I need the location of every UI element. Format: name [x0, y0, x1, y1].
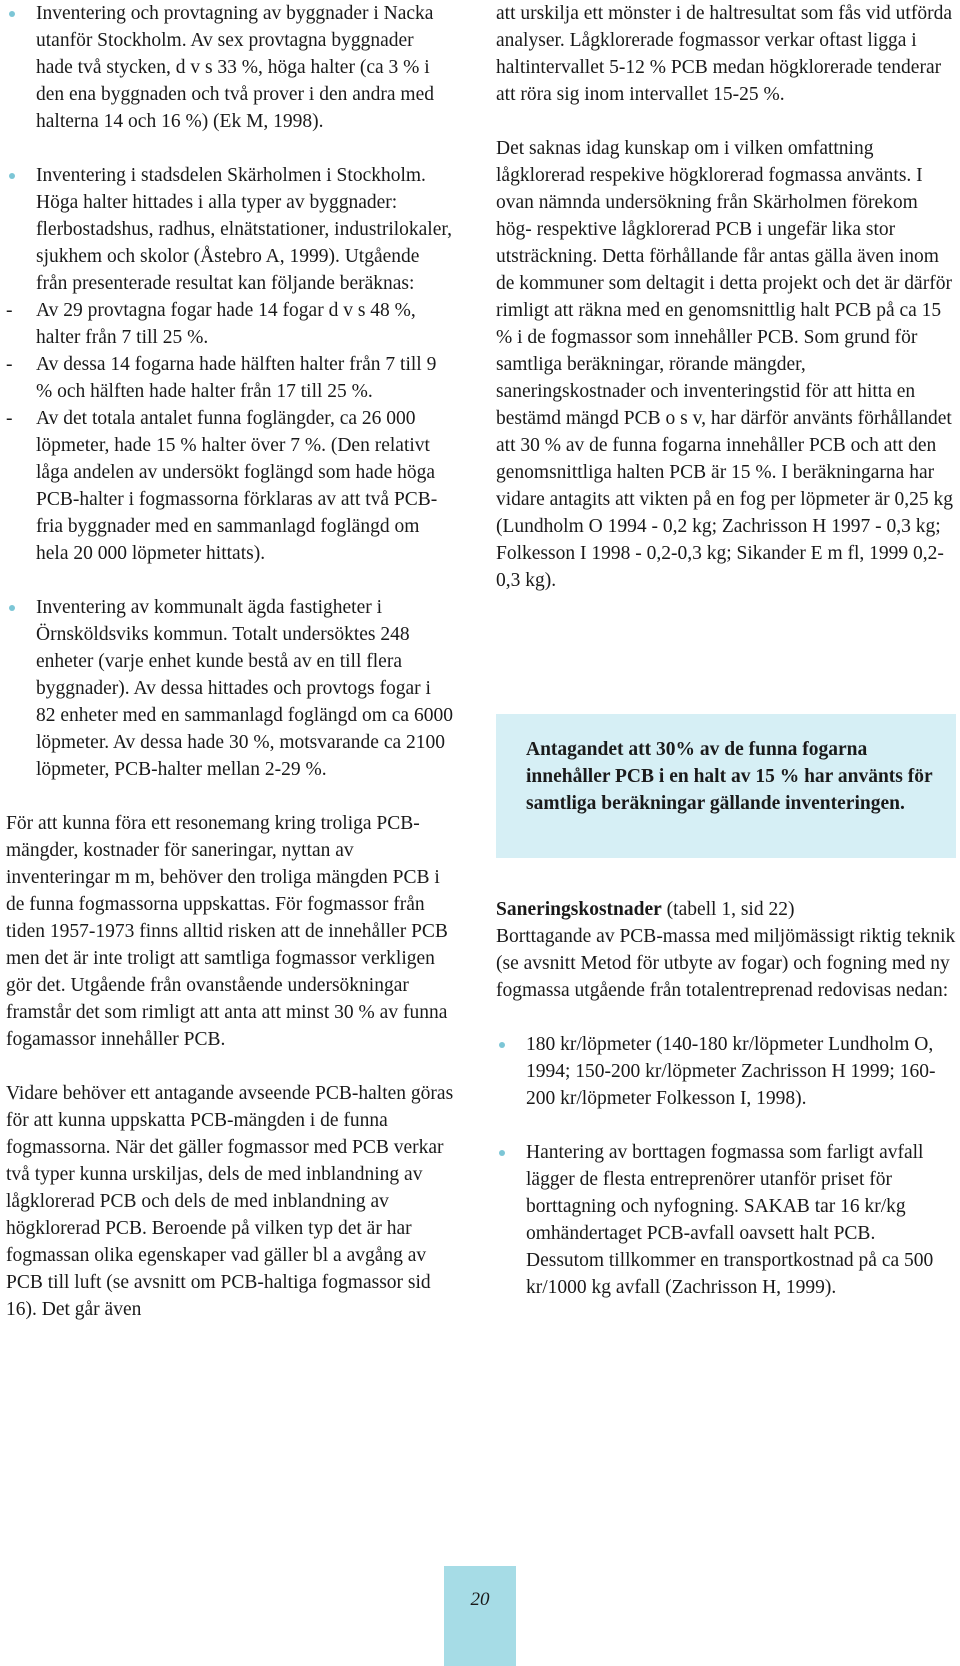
dash-item [6, 405, 454, 567]
page-number: 20 [470, 1589, 490, 1610]
bullet-text: Inventering i stadsdelen Skärholmen i Stockholm. Höga halter hittades i alla typer av byggnader: flerbostadshus, radhus, elnätstationer, industrilokaler, sjukhem och skolor (Åstebro A, 1999). Utgående från presenterade resultat kan följande beräknas: [36, 165, 452, 294]
page-number-tab [444, 1566, 516, 1666]
bullet-item-ornskoldsvik [6, 594, 454, 783]
bullet-item-skarholmen [6, 162, 454, 297]
section-ref: (tabell 1, sid 22) [661, 899, 795, 920]
dash-text: Av det totala antalet funna foglängder, ca 26 000 löpmeter, hade 15 % halter över 7 %. (Den relativt låga andelen av undersökt foglängd som hade höga PCB-halter i fogmassorna förklaras av att två PCB-fria byggnader med en sammanlagd foglängd om hela 20 000 löpmeter hittats). [36, 408, 438, 564]
bullet-dot-icon [9, 173, 15, 179]
right-column [496, 0, 958, 594]
dash-text: Av 29 provtagna fogar hade 14 fogar d v s 48 %, halter från 7 till 25 %. [36, 300, 416, 348]
cost-section [496, 896, 958, 1301]
section-intro [496, 896, 958, 923]
bullet-text: 180 kr/löpmeter (140-180 kr/löpmeter Lundholm O, 1994; 150-200 kr/löpmeter Zachrisson H 1999; 160-200 kr/löpmeter Folkesson I, 1998). [526, 1034, 936, 1109]
dash-marker: - [6, 354, 13, 375]
dash-marker: - [6, 300, 13, 321]
dash-text: Av dessa 14 fogarna hade hälften halter från 7 till 9 % och hälften hade halter från 17 till 25 %. [36, 354, 437, 402]
bullet-dot-icon [499, 1150, 505, 1156]
bullet-text: Inventering och provtagning av byggnader i Nacka utanför Stockholm. Av sex provtagna byggnader hade två stycken, d v s 33 %, höga halter (ca 3 % i den ena byggnaden och två prover i den andra med halterna 14 och 16 %) (Ek M, 1998). [36, 3, 434, 132]
body-paragraph: Borttagande av PCB-massa med miljömässigt riktig teknik (se avsnitt Metod för utbyte av fogar) och fogning med ny fogmassa utgående från totalentreprenad redovisas nedan: [496, 926, 956, 1001]
body-paragraph: För att kunna föra ett resonemang kring troliga PCB-mängder, kostnader för saneringar, nyttan av inventeringar m m, behöver den troliga mängden PCB i de funna fogmassorna uppskattas. För fogmassor från tiden 1957-1973 finns alltid risken att de innehåller PCB men det är inte troligt att samtliga fogmassor verkligen gör det. Utgående från ovanstående undersökningar framstår det som rimligt att anta att minst 30 % av funna fogamassor innehåller PCB. [6, 813, 448, 1050]
section-heading: Saneringskostnader [496, 899, 662, 920]
bullet-dot-icon [9, 11, 15, 17]
bullet-dot-icon [499, 1042, 505, 1048]
dash-item [6, 297, 454, 351]
bullet-text: Hantering av borttagen fogmassa som farligt avfall lägger de flesta entreprenörer utanför priset för borttagning och nyfogning. SAKAB tar 16 kr/kg omhändertaget PCB-avfall oavsett halt PCB. Dessutom tillkommer en transportkostnad på ca 500 kr/1000 kg avfall (Zachrisson H, 1999). [526, 1142, 934, 1298]
dash-item [6, 351, 454, 405]
body-paragraph: att urskilja ett mönster i de haltresultat som fås vid utförda analyser. Lågklorerade fogmassor verkar oftast ligga i haltintervallet 5-12 % PCB medan högklorerade tenderar att röra sig inom intervallet 15-25 %. [496, 3, 952, 105]
callout-box [496, 714, 956, 858]
body-paragraph: Vidare behöver ett antagande avseende PCB-halten göras för att kunna uppskatta PCB-mängden i de funna fogmassorna. När det gäller fogmassor med PCB verkar två typer kunna urskiljas, dels de med inblandning av lågklorerad PCB och dels de med inblandning av högklorerad PCB. Beroende på vilken typ det är har fogmassan olika egenskaper vad gäller bl a avgång av PCB till luft (se avsnitt om PCB-haltiga fogmassor sid 16). Det går även [6, 1083, 454, 1320]
bullet-item-cost [496, 1031, 958, 1112]
left-column [6, 0, 454, 1323]
bullet-item-waste [496, 1139, 958, 1301]
body-paragraph: Det saknas idag kunskap om i vilken omfattning lågklorerad respekive högklorerad fogmassa använts. I ovan nämnda undersökning från Skärholmen förekom hög- respektive lågklorerad PCB i ungefär lika stor utsträckning. Detta förhållande får antas gälla även inom de kommuner som deltagit i detta projekt och det är därför rimligt att räkna med en genomsnittlig halt PCB på ca 15 % i de fogmassor som innehåller PCB. Som grund för samtliga beräkningar, rörande mängder, saneringskostnader och inventeringstid för att hitta en bestämd mängd PCB o s v, har därför använts förhållandet att 30 % av de funna fogarna innehåller PCB och att den genomsnittliga halten PCB är 15 %. I beräkningarna har vidare antagits att vikten på en fog per löpmeter är 0,25 kg (Lundholm O 1994 - 0,2 kg; Zachrisson H 1997 - 0,3 kg; Folkesson I 1998 - 0,2-0,3 kg; Sikander E m fl, 1999 0,2-0,3 kg). [496, 138, 954, 591]
bullet-text: Inventering av kommunalt ägda fastigheter i Örnsköldsviks kommun. Totalt undersöktes 248 enheter (varje enhet kunde bestå av en till flera byggnader). Av dessa hittades och provtogs fogar i 82 enheter med en sammanlagd foglängd om ca 6000 löpmeter. Av dessa hade 30 %, motsvarande ca 2100 löpmeter, PCB-halter mellan 2-29 %. [36, 597, 453, 780]
bullet-dot-icon [9, 605, 15, 611]
dash-marker: - [6, 408, 13, 429]
bullet-item-nacka [6, 0, 454, 135]
callout-text: Antagandet att 30% av de funna fogarna innehåller PCB i en halt av 15 % har använts för samtliga beräkningar gällande inventeringen. [526, 739, 933, 814]
